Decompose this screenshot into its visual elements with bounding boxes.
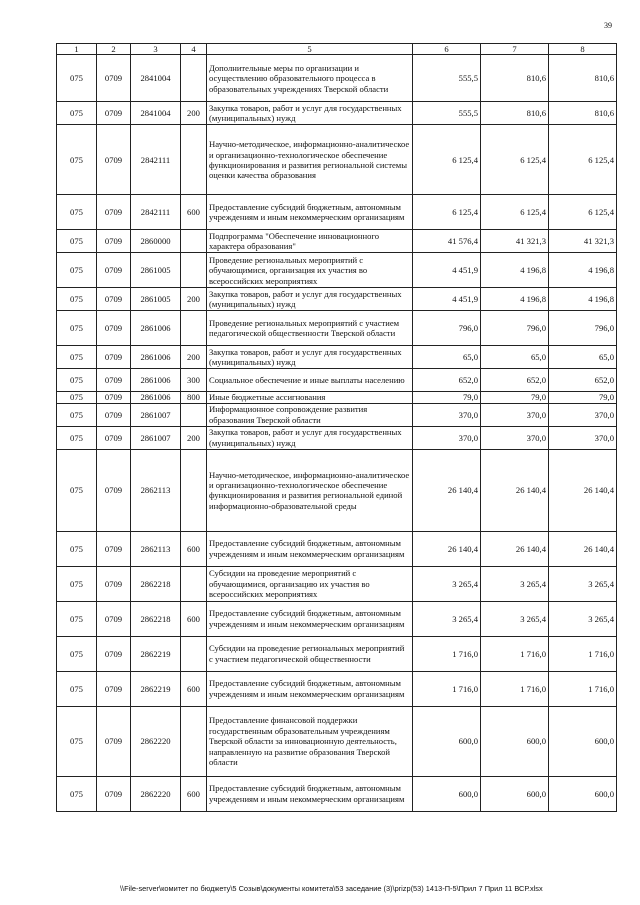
- cell-razdel: 0709: [97, 636, 131, 671]
- cell-ved: 075: [57, 706, 97, 776]
- cell-ved: 075: [57, 636, 97, 671]
- cell-value-col7: 4 196,8: [481, 288, 549, 311]
- cell-vr: 200: [181, 288, 207, 311]
- cell-name: Предоставление субсидий бюджетным, автономным учреждениям и иным некоммерческим организациям: [207, 195, 413, 230]
- cell-value-col6: 41 576,4: [413, 230, 481, 253]
- cell-csr: 2862220: [131, 776, 181, 811]
- cell-value-col8: 1 716,0: [549, 671, 617, 706]
- cell-vr: [181, 253, 207, 288]
- table-row: [57, 195, 617, 230]
- table-row: [57, 449, 617, 531]
- cell-value-col8: 600,0: [549, 776, 617, 811]
- cell-name: Иные бюджетные ассигнования: [207, 392, 413, 403]
- table-row: [57, 253, 617, 288]
- table-row: [57, 102, 617, 125]
- cell-value-col7: 1 716,0: [481, 636, 549, 671]
- table-row: [57, 776, 617, 811]
- cell-value-col8: 600,0: [549, 706, 617, 776]
- cell-ved: 075: [57, 601, 97, 636]
- cell-vr: [181, 636, 207, 671]
- cell-csr: 2841004: [131, 102, 181, 125]
- table-header-row: [57, 44, 617, 55]
- cell-name: Закупка товаров, работ и услуг для государственных (муниципальных) нужд: [207, 426, 413, 449]
- cell-name: Проведение региональных мероприятий с участием педагогической общественности Тверской области: [207, 311, 413, 346]
- cell-value-col8: 26 140,4: [549, 449, 617, 531]
- cell-value-col6: 600,0: [413, 706, 481, 776]
- cell-name: Предоставление субсидий бюджетным, автономным учреждениям и иным некоммерческим организациям: [207, 531, 413, 566]
- cell-razdel: 0709: [97, 531, 131, 566]
- cell-razdel: 0709: [97, 403, 131, 426]
- cell-value-col8: 65,0: [549, 346, 617, 369]
- cell-value-col7: 3 265,4: [481, 601, 549, 636]
- table-row: [57, 671, 617, 706]
- cell-vr: [181, 566, 207, 601]
- table-row: [57, 369, 617, 392]
- cell-ved: 075: [57, 426, 97, 449]
- cell-vr: [181, 230, 207, 253]
- cell-vr: [181, 311, 207, 346]
- cell-value-col6: 4 451,9: [413, 253, 481, 288]
- cell-csr: 2862113: [131, 449, 181, 531]
- cell-value-col8: 6 125,4: [549, 195, 617, 230]
- cell-vr: [181, 55, 207, 102]
- cell-value-col7: 65,0: [481, 346, 549, 369]
- cell-razdel: 0709: [97, 125, 131, 195]
- cell-value-col6: 65,0: [413, 346, 481, 369]
- cell-name: Социальное обеспечение и иные выплаты населению: [207, 369, 413, 392]
- table-row: [57, 346, 617, 369]
- cell-vr: [181, 449, 207, 531]
- cell-razdel: 0709: [97, 102, 131, 125]
- budget-table: [56, 43, 617, 812]
- cell-ved: 075: [57, 776, 97, 811]
- cell-csr: 2860000: [131, 230, 181, 253]
- cell-name: Субсидии на проведение мероприятий с обучающимися, организацию их участия во всероссийских мероприятиях: [207, 566, 413, 601]
- cell-name: Научно-методическое, информационно-аналитическое и организационно-технологическое обеспечение функционирования и развития региональной системы оценки качества образования: [207, 125, 413, 195]
- table-row: [57, 55, 617, 102]
- cell-name: Закупка товаров, работ и услуг для государственных (муниципальных) нужд: [207, 346, 413, 369]
- cell-value-col7: 796,0: [481, 311, 549, 346]
- cell-value-col7: 600,0: [481, 776, 549, 811]
- cell-value-col8: 4 196,8: [549, 288, 617, 311]
- cell-value-col7: 370,0: [481, 426, 549, 449]
- table-row: [57, 125, 617, 195]
- cell-name: Проведение региональных мероприятий с обучающимися, организация их участия во всероссийских мероприятиях: [207, 253, 413, 288]
- cell-csr: 2861006: [131, 369, 181, 392]
- cell-csr: 2862220: [131, 706, 181, 776]
- cell-razdel: 0709: [97, 369, 131, 392]
- cell-value-col8: 79,0: [549, 392, 617, 403]
- cell-vr: 600: [181, 776, 207, 811]
- cell-value-col7: 79,0: [481, 392, 549, 403]
- cell-value-col6: 370,0: [413, 426, 481, 449]
- cell-name: Предоставление субсидий бюджетным, автономным учреждениям и иным некоммерческим организациям: [207, 601, 413, 636]
- cell-value-col8: 370,0: [549, 403, 617, 426]
- cell-name: Дополнительные меры по организации и осуществлению образовательного процесса в образовательных учреждениях Тверской области: [207, 55, 413, 102]
- cell-value-col8: 3 265,4: [549, 601, 617, 636]
- cell-name: Предоставление субсидий бюджетным, автономным учреждениям и иным некоммерческим организациям: [207, 776, 413, 811]
- table-row: [57, 230, 617, 253]
- cell-ved: 075: [57, 403, 97, 426]
- cell-ved: 075: [57, 195, 97, 230]
- cell-ved: 075: [57, 566, 97, 601]
- cell-value-col8: 4 196,8: [549, 253, 617, 288]
- cell-value-col6: 600,0: [413, 776, 481, 811]
- table-row: [57, 636, 617, 671]
- cell-value-col6: 3 265,4: [413, 566, 481, 601]
- cell-value-col6: 4 451,9: [413, 288, 481, 311]
- cell-csr: 2862218: [131, 601, 181, 636]
- cell-value-col6: 26 140,4: [413, 449, 481, 531]
- cell-value-col8: 6 125,4: [549, 125, 617, 195]
- cell-value-col8: 796,0: [549, 311, 617, 346]
- column-header: 4: [181, 44, 207, 55]
- cell-value-col6: 555,5: [413, 55, 481, 102]
- table-body: [57, 55, 617, 811]
- cell-razdel: 0709: [97, 346, 131, 369]
- cell-csr: 2841004: [131, 55, 181, 102]
- cell-ved: 075: [57, 55, 97, 102]
- cell-ved: 075: [57, 369, 97, 392]
- cell-razdel: 0709: [97, 230, 131, 253]
- cell-value-col7: 41 321,3: [481, 230, 549, 253]
- cell-csr: 2862218: [131, 566, 181, 601]
- cell-value-col6: 370,0: [413, 403, 481, 426]
- cell-value-col6: 79,0: [413, 392, 481, 403]
- footer-file-path: \\File-server\комитет по бюджету\5 Созыв\документы комитета\53 заседание (3)\prizp(53) 1413-П-5\Прил 7 Прил 11 ВСР.xlsx: [120, 884, 543, 893]
- cell-value-col6: 652,0: [413, 369, 481, 392]
- cell-ved: 075: [57, 531, 97, 566]
- column-header: 3: [131, 44, 181, 55]
- cell-value-col6: 26 140,4: [413, 531, 481, 566]
- cell-csr: 2861005: [131, 288, 181, 311]
- cell-vr: 800: [181, 392, 207, 403]
- cell-ved: 075: [57, 671, 97, 706]
- cell-value-col7: 26 140,4: [481, 531, 549, 566]
- cell-ved: 075: [57, 230, 97, 253]
- cell-value-col7: 652,0: [481, 369, 549, 392]
- cell-value-col8: 810,6: [549, 55, 617, 102]
- cell-value-col6: 1 716,0: [413, 636, 481, 671]
- cell-vr: 200: [181, 102, 207, 125]
- table-row: [57, 311, 617, 346]
- cell-vr: 200: [181, 346, 207, 369]
- cell-value-col6: 6 125,4: [413, 195, 481, 230]
- cell-value-col7: 810,6: [481, 102, 549, 125]
- cell-value-col7: 6 125,4: [481, 125, 549, 195]
- cell-value-col7: 370,0: [481, 403, 549, 426]
- cell-vr: 600: [181, 195, 207, 230]
- cell-ved: 075: [57, 449, 97, 531]
- table-row: [57, 566, 617, 601]
- cell-value-col7: 6 125,4: [481, 195, 549, 230]
- cell-value-col7: 600,0: [481, 706, 549, 776]
- cell-ved: 075: [57, 125, 97, 195]
- cell-razdel: 0709: [97, 253, 131, 288]
- cell-razdel: 0709: [97, 671, 131, 706]
- cell-ved: 075: [57, 288, 97, 311]
- cell-name: Предоставление финансовой поддержки государственным образовательным учреждениям Тверской области за инновационную деятельность, направленную на развитие образования Тверской области: [207, 706, 413, 776]
- cell-name: Закупка товаров, работ и услуг для государственных (муниципальных) нужд: [207, 102, 413, 125]
- cell-value-col8: 3 265,4: [549, 566, 617, 601]
- table-row: [57, 392, 617, 403]
- cell-razdel: 0709: [97, 288, 131, 311]
- cell-csr: 2861006: [131, 392, 181, 403]
- cell-vr: 200: [181, 426, 207, 449]
- cell-vr: 600: [181, 671, 207, 706]
- table-row: [57, 601, 617, 636]
- cell-name: Закупка товаров, работ и услуг для государственных (муниципальных) нужд: [207, 288, 413, 311]
- cell-value-col7: 810,6: [481, 55, 549, 102]
- cell-csr: 2861006: [131, 346, 181, 369]
- cell-csr: 2862219: [131, 636, 181, 671]
- cell-razdel: 0709: [97, 55, 131, 102]
- cell-value-col8: 41 321,3: [549, 230, 617, 253]
- table-row: [57, 426, 617, 449]
- cell-vr: 600: [181, 531, 207, 566]
- cell-razdel: 0709: [97, 566, 131, 601]
- cell-razdel: 0709: [97, 392, 131, 403]
- cell-value-col7: 26 140,4: [481, 449, 549, 531]
- cell-name: Научно-методическое, информационно-аналитическое и организационно-технологическое обеспечение функционирования и развития региональной единой информационно-образовательной среды: [207, 449, 413, 531]
- cell-name: Субсидии на проведение региональных мероприятий с участием педагогической общественности: [207, 636, 413, 671]
- cell-value-col8: 1 716,0: [549, 636, 617, 671]
- cell-razdel: 0709: [97, 776, 131, 811]
- cell-value-col8: 26 140,4: [549, 531, 617, 566]
- page-number: 39: [604, 21, 612, 30]
- cell-ved: 075: [57, 311, 97, 346]
- cell-razdel: 0709: [97, 195, 131, 230]
- cell-vr: [181, 403, 207, 426]
- cell-value-col6: 3 265,4: [413, 601, 481, 636]
- cell-vr: 300: [181, 369, 207, 392]
- cell-value-col8: 810,6: [549, 102, 617, 125]
- cell-name: Предоставление субсидий бюджетным, автономным учреждениям и иным некоммерческим организациям: [207, 671, 413, 706]
- table-row: [57, 531, 617, 566]
- cell-value-col8: 370,0: [549, 426, 617, 449]
- column-header: 8: [549, 44, 617, 55]
- cell-vr: [181, 125, 207, 195]
- cell-csr: 2861007: [131, 426, 181, 449]
- cell-name: Подпрограмма "Обеспечение инновационного характера образования": [207, 230, 413, 253]
- cell-vr: [181, 706, 207, 776]
- cell-csr: 2861006: [131, 311, 181, 346]
- cell-razdel: 0709: [97, 601, 131, 636]
- column-header: 6: [413, 44, 481, 55]
- cell-ved: 075: [57, 346, 97, 369]
- cell-razdel: 0709: [97, 311, 131, 346]
- cell-razdel: 0709: [97, 426, 131, 449]
- table-row: [57, 288, 617, 311]
- cell-ved: 075: [57, 253, 97, 288]
- cell-razdel: 0709: [97, 449, 131, 531]
- cell-ved: 075: [57, 102, 97, 125]
- cell-value-col8: 652,0: [549, 369, 617, 392]
- cell-csr: 2862219: [131, 671, 181, 706]
- cell-value-col6: 796,0: [413, 311, 481, 346]
- cell-value-col6: 555,5: [413, 102, 481, 125]
- cell-value-col7: 4 196,8: [481, 253, 549, 288]
- cell-value-col6: 6 125,4: [413, 125, 481, 195]
- cell-name: Информационное сопровождение развития образования Тверской области: [207, 403, 413, 426]
- table-row: [57, 403, 617, 426]
- cell-value-col7: 1 716,0: [481, 671, 549, 706]
- cell-razdel: 0709: [97, 706, 131, 776]
- cell-csr: 2842111: [131, 195, 181, 230]
- cell-csr: 2861005: [131, 253, 181, 288]
- cell-vr: 600: [181, 601, 207, 636]
- cell-value-col7: 3 265,4: [481, 566, 549, 601]
- cell-ved: 075: [57, 392, 97, 403]
- column-header: 5: [207, 44, 413, 55]
- cell-csr: 2861007: [131, 403, 181, 426]
- cell-value-col6: 1 716,0: [413, 671, 481, 706]
- column-header: 2: [97, 44, 131, 55]
- column-header: 1: [57, 44, 97, 55]
- cell-csr: 2842111: [131, 125, 181, 195]
- column-header: 7: [481, 44, 549, 55]
- table-row: [57, 706, 617, 776]
- cell-csr: 2862113: [131, 531, 181, 566]
